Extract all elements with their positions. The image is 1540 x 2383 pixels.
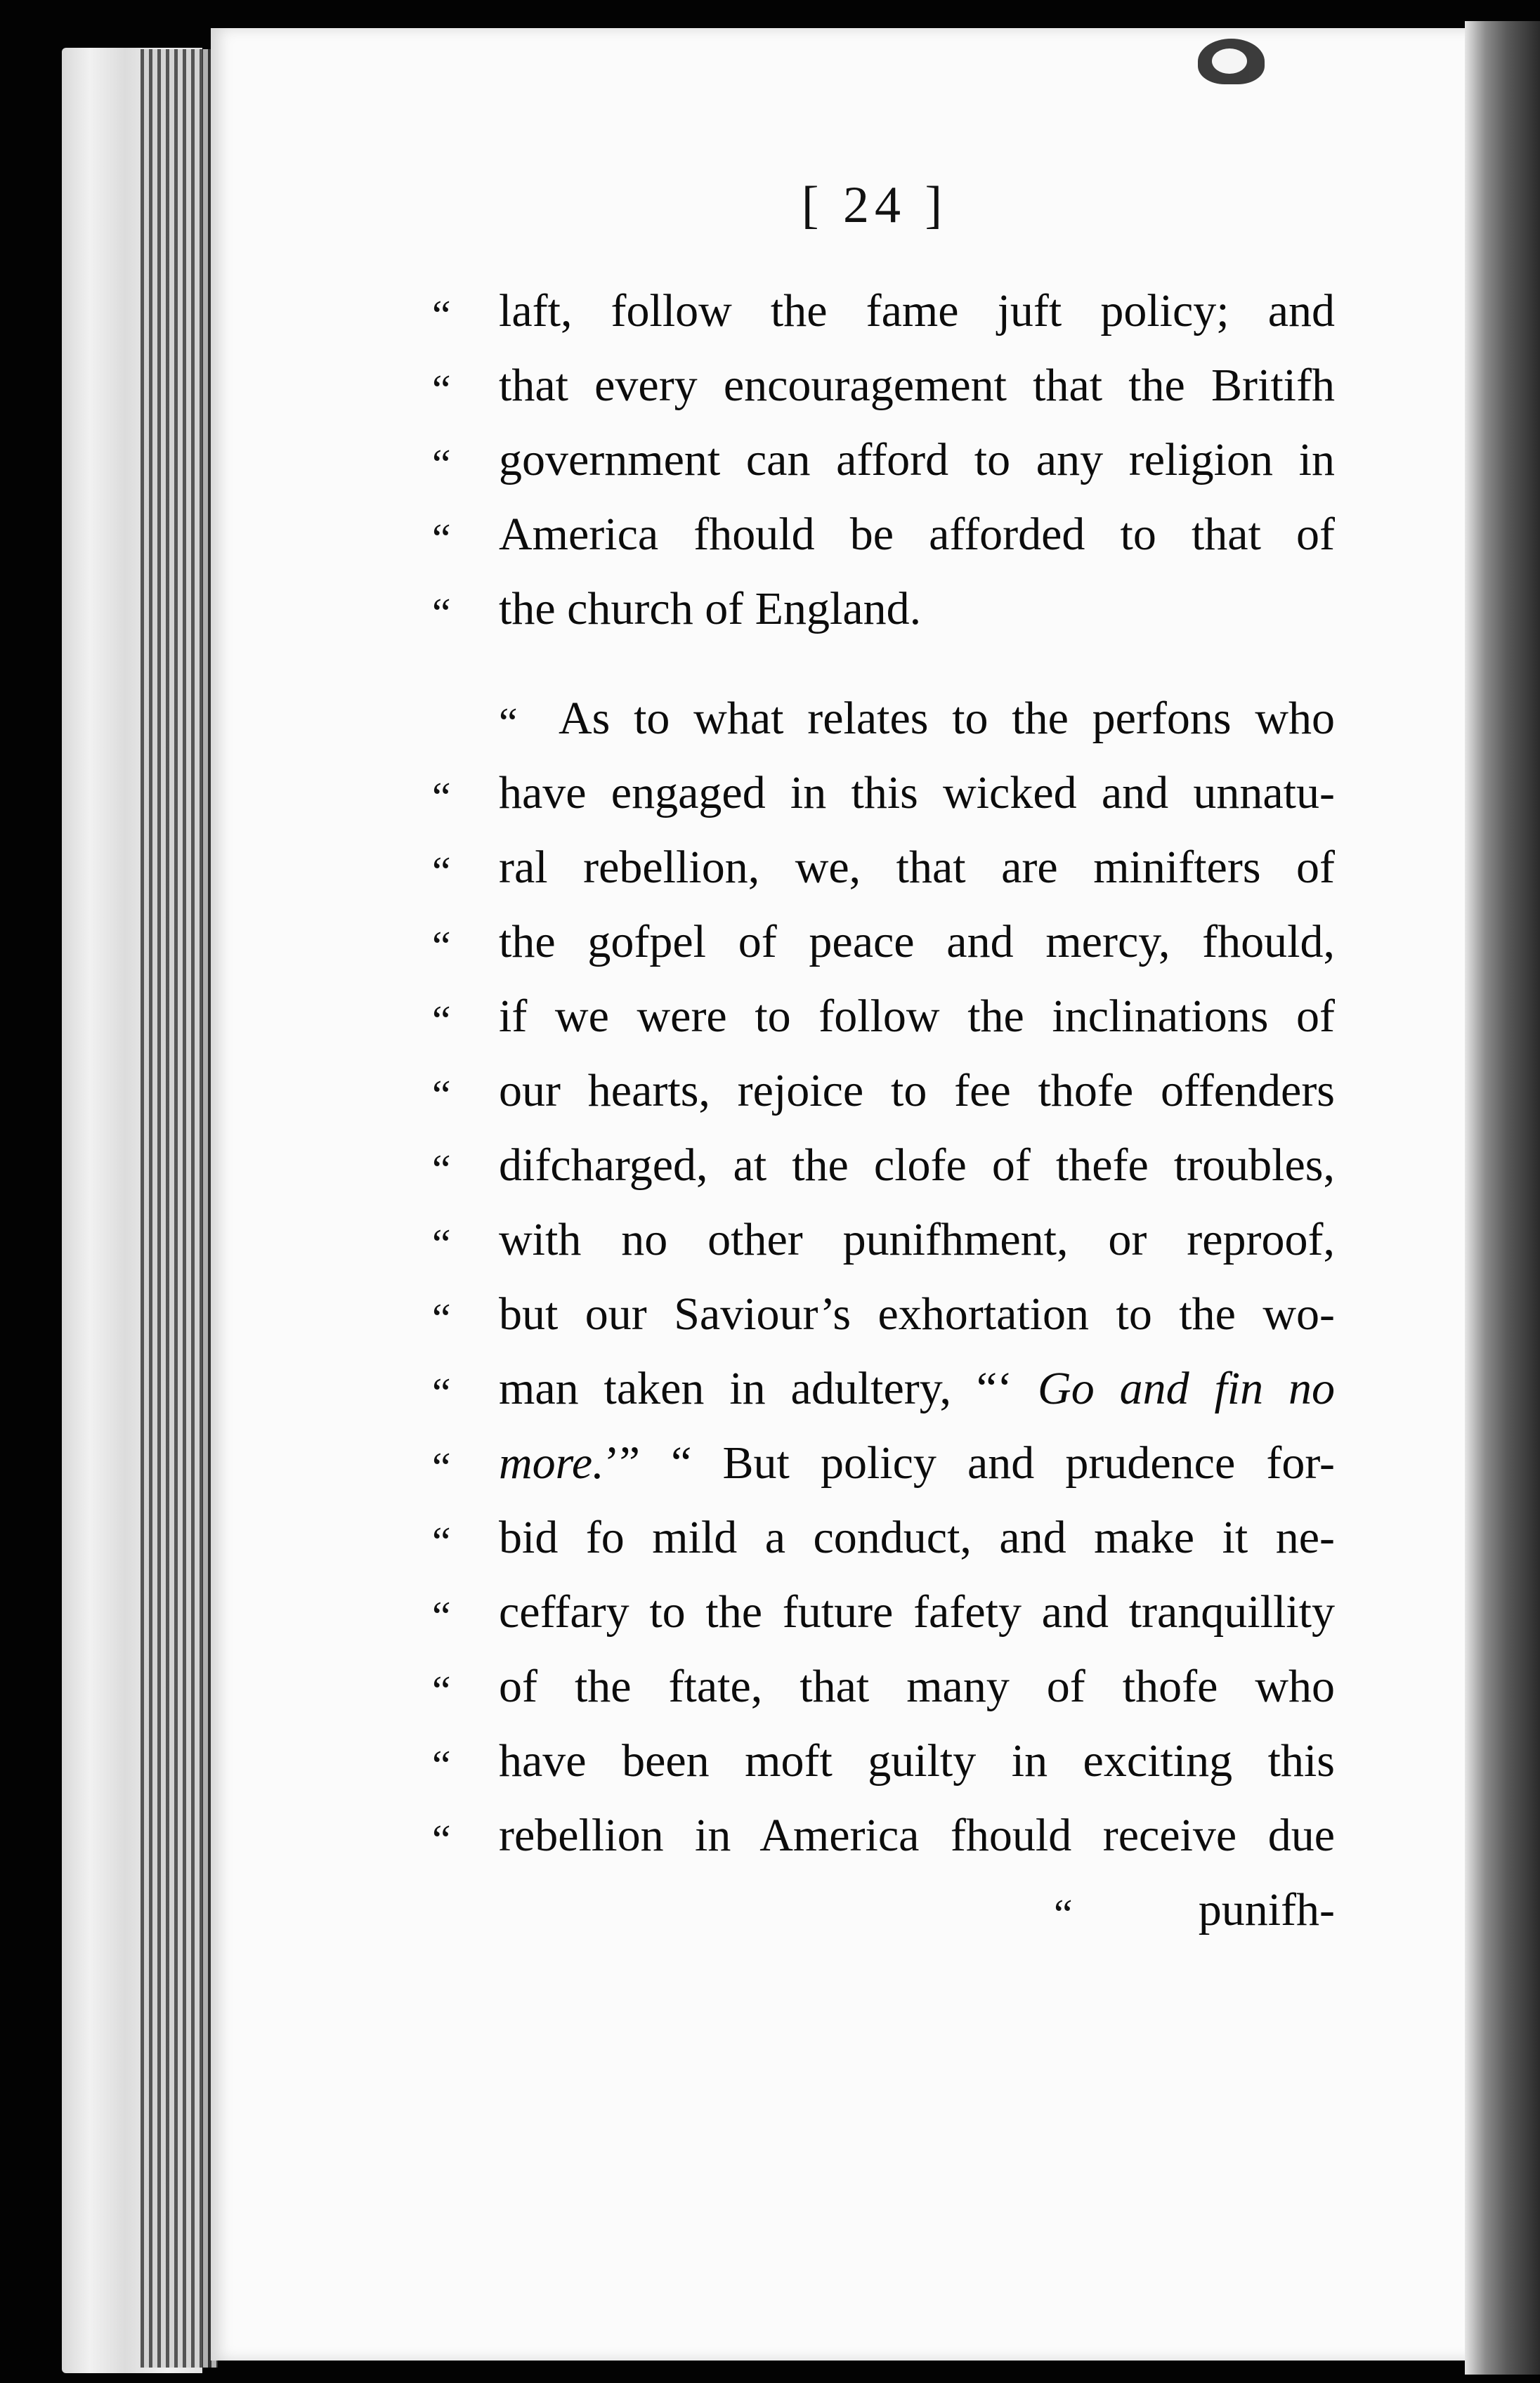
quote-mark: “ (432, 441, 451, 488)
line-text: with no other punifhment, or reproof, (499, 1214, 1335, 1265)
line-text: our hearts, rejoice to fee thofe offenders (499, 1065, 1335, 1116)
page-corner-mark (1198, 39, 1265, 84)
line-text: America fhould be afforded to that of (499, 509, 1335, 560)
line-text: have been moft guilty in exciting this (499, 1735, 1335, 1787)
text-line (432, 359, 1335, 433)
line-text: difcharged, at the clofe of thefe troubles, (499, 1140, 1335, 1191)
quote-mark: “ (432, 1072, 451, 1118)
line-text: have engaged in this wicked and unnatu- (499, 767, 1335, 818)
quote-mark: “ (499, 700, 518, 746)
line-text (499, 1437, 1335, 1490)
text-line (432, 1586, 1335, 1659)
line-text: bid fo mild a conduct, and make it ne- (499, 1512, 1335, 1563)
line-text (499, 1362, 1335, 1416)
text-line (432, 990, 1335, 1064)
quote-mark: “ (432, 1147, 451, 1193)
quote-mark: “ (432, 590, 451, 636)
quote-mark: “ (432, 923, 451, 969)
line-text-italic: Go and fin no (1038, 1363, 1336, 1414)
quote-mark: “ (432, 1817, 451, 1863)
line-text: that every encouragement that the Britifh (499, 360, 1335, 411)
quote-mark: “ (432, 1221, 451, 1267)
text-line (432, 433, 1335, 507)
quote-mark: “ (432, 1295, 451, 1342)
line-text: if we were to follow the inclinations of (499, 991, 1335, 1042)
line-text: As to what relates to the perfons who (559, 693, 1335, 744)
text-line (432, 1660, 1335, 1734)
catchword (1054, 1883, 1335, 1957)
text-line (432, 692, 1335, 766)
text-line (432, 841, 1335, 915)
text-line (432, 508, 1335, 582)
quote-mark: “ (432, 1444, 451, 1491)
text-line (432, 582, 1335, 656)
quote-mark: “ (432, 367, 451, 413)
quote-mark: “ (432, 998, 451, 1044)
line-text: ral rebellion, we, that are minifters of (499, 842, 1335, 893)
line-text: but our Saviour’s exhortation to the wo- (499, 1288, 1335, 1340)
text-line (432, 915, 1335, 989)
quote-mark: “ (1054, 1891, 1073, 1938)
text-line (432, 1511, 1335, 1585)
line-text: rebellion in America fhould receive due (499, 1810, 1335, 1861)
quote-mark: “ (432, 516, 451, 562)
quote-mark: “ (432, 1370, 451, 1416)
line-text-plain: man taken in adultery, “‘ (499, 1363, 1013, 1414)
text-line (432, 1139, 1335, 1213)
line-text: of the ftate, that many of thofe who (499, 1661, 1335, 1712)
book-spine-lines (141, 49, 218, 2368)
quote-mark: “ (432, 1593, 451, 1640)
text-line (432, 1213, 1335, 1287)
quote-mark: “ (432, 774, 451, 821)
line-text: the church of England. (499, 583, 922, 634)
text-line (432, 285, 1335, 358)
line-text-italic: more. (499, 1437, 604, 1489)
facing-page-edge (1465, 21, 1540, 2375)
quote-mark: “ (432, 1742, 451, 1789)
text-line (432, 1809, 1335, 1883)
line-text: the gofpel of peace and mercy, fhould, (499, 916, 1335, 967)
line-text: ceffary to the future fafety and tranquillity (499, 1586, 1335, 1638)
line-text: laft, follow the fame juft policy; and (499, 285, 1335, 337)
text-line (432, 1735, 1335, 1808)
quote-mark: “ (432, 849, 451, 895)
line-text: government can afford to any religion in (499, 434, 1335, 485)
text-line (432, 1064, 1335, 1138)
page-number: [ 24 ] (801, 176, 948, 234)
text-line (432, 1362, 1335, 1436)
text-line (432, 1288, 1335, 1362)
quote-mark: “ (432, 1668, 451, 1714)
catchword-text: punifh- (1198, 1884, 1335, 1935)
text-line (432, 1437, 1335, 1510)
line-text-plain: ’” “ But policy and prudence for- (603, 1437, 1335, 1489)
text-line (432, 766, 1335, 840)
quote-mark: “ (432, 292, 451, 339)
quote-mark: “ (432, 1519, 451, 1565)
